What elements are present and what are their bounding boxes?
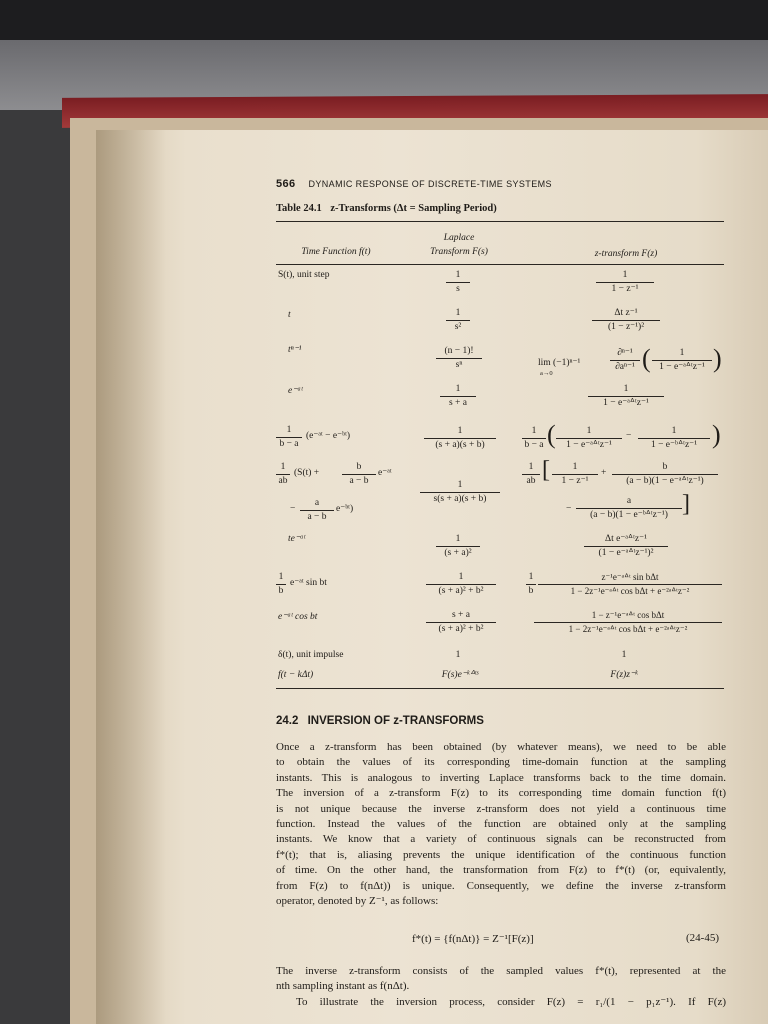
equation-number: (24-45) (686, 932, 719, 944)
laplace-den: s (456, 284, 460, 294)
header-laplace-line2: Transform F(s) (430, 247, 488, 257)
z-num: 1 (679, 348, 685, 358)
term3-den: (a − b)(1 − e⁻ᵇᐞᵗz⁻¹) (590, 510, 668, 520)
text-line: The inversion of a z-transform F(z) to its corresponding time domain function f(t) (276, 787, 726, 800)
paren-open: ( (642, 344, 651, 373)
chapter-title: DYNAMIC RESPONSE OF DISCRETE-TIME SYSTEMS (308, 179, 552, 189)
coef-num: 1 (280, 462, 286, 472)
row-step3-z-coef (522, 462, 540, 487)
bracket-open: [ (542, 457, 550, 483)
coef-den: b (528, 586, 534, 596)
text-line: The inverse z-transform consists of the sampled values f*(t), represented at the (276, 965, 726, 977)
text-line: from F(z) to f(nΔt)) is unique. Consequently, we define the inverse z-transform (276, 879, 726, 892)
row-diffexp-laplace (424, 426, 496, 451)
laplace-num: 1 (455, 534, 461, 544)
z-den: (1 − e⁻ᵃᐞᵗz⁻¹)² (598, 548, 654, 558)
laplace-num: 1 (455, 270, 461, 280)
z-den: 1 − z⁻¹ (611, 284, 639, 294)
coef-den: ab (526, 476, 536, 486)
text-line: is not unique because the inverse z-transform does not yield a continuous time (276, 802, 726, 815)
row-impulse-z: 1 (621, 650, 627, 660)
table-caption (276, 203, 497, 214)
table-top-rule (276, 221, 724, 222)
laplace-num: 1 (455, 308, 461, 318)
row-step3-time-b (342, 462, 376, 487)
row-exp-time: e⁻ᵃᵗ (288, 386, 303, 396)
page-gutter-shadow (96, 130, 166, 1024)
laplace-den: s + a (448, 398, 468, 408)
a-num: a (314, 498, 320, 508)
row-ramp-laplace (446, 308, 470, 333)
laplace-den: s(s + a)(s + b) (433, 494, 487, 504)
a-den: a − b (307, 512, 327, 522)
row-texp-z (584, 534, 668, 559)
coef-den: b − a (279, 439, 299, 449)
row-step3-z-term3 (576, 496, 682, 521)
b-num: b (356, 462, 362, 472)
laplace-num: 1 (457, 426, 463, 436)
laplace-num: 1 (458, 572, 464, 582)
header-ztransform: z-transform F(z) (594, 249, 658, 259)
row-power-z-derivative (610, 348, 640, 373)
text-line: To illustrate the inversion process, consider F(z) = r₁/(1 − p₁z⁻¹). If F(z) (296, 995, 726, 1008)
row-step3-time-a (300, 498, 334, 523)
text-line: Once a z-transform has been obtained (by whatever means), we need to be able (276, 741, 726, 753)
coef-num: 1 (531, 426, 537, 436)
after-paragraph (276, 964, 726, 1010)
row-unit-step-laplace (446, 270, 470, 295)
laplace-num: 1 (455, 384, 461, 394)
coef-num: 1 (528, 462, 534, 472)
term3-num: a (626, 496, 632, 506)
z-num: z⁻¹e⁻ᵃᐞᵗ sin bΔt (601, 572, 659, 582)
laplace-den: (s + a)(s + b) (435, 440, 485, 450)
term1-den: 1 − e⁻ᵃᐞᵗz⁻¹ (566, 440, 612, 450)
header-laplace-line1: Laplace (443, 233, 475, 243)
row-dampcos-laplace (426, 610, 496, 635)
term1-num: 1 (572, 462, 578, 472)
table-label: Table 24.1 (276, 203, 322, 214)
coef-num: 1 (278, 572, 284, 582)
row-texp-time: te⁻ᵃᵗ (288, 534, 306, 544)
paren-close: ) (713, 344, 722, 373)
laplace-den: (s + a)² (444, 548, 472, 558)
text-line: of time. On the other hand, the transformation from F(z) to f*(t) (or, equivalently, (276, 864, 726, 877)
text-line: function. Instead the values of the function are obtained only at the sampling (276, 818, 726, 831)
row-delay-z: F(z)z⁻ᵏ (610, 670, 638, 680)
z-num: Δt z⁻¹ (614, 308, 638, 318)
coef-num: 1 (528, 572, 534, 582)
body-paragraph (276, 740, 726, 909)
row-step3-time-aexp: e⁻ᵇᵗ) (336, 504, 354, 514)
z-num: Δt e⁻ᵃᐞᵗz⁻¹ (604, 534, 647, 544)
row-dampsin-z (538, 572, 722, 597)
row-step3-z-plus: + (601, 468, 607, 478)
row-diffexp-time-coef (276, 425, 302, 450)
text-line: to obtain the values of its corresponding time-domain function at the sampling (276, 756, 726, 769)
laplace-den: s² (454, 322, 462, 332)
row-diffexp-z-minus: − (626, 431, 632, 441)
z-den: 1 − e⁻ᵃᐞᵗz⁻¹ (603, 398, 649, 408)
row-ramp-time: t (288, 310, 291, 320)
z-den: 1 − e⁻ᵃᐞᵗz⁻¹ (659, 362, 705, 372)
section-title: INVERSION OF z-TRANSFORMS (307, 715, 484, 727)
row-step3-z-minus: − (566, 504, 572, 514)
row-ramp-z (592, 308, 660, 333)
row-power-time: tⁿ⁻¹ (288, 345, 302, 355)
row-exp-laplace (440, 384, 476, 409)
row-diffexp-z-term2 (638, 426, 710, 451)
row-unit-step-z (596, 270, 654, 295)
row-impulse-time: δ(t), unit impulse (278, 650, 344, 660)
page-number: 566 (276, 178, 296, 190)
section-heading (276, 715, 484, 727)
term2-den: 1 − e⁻ᵇᐞᵗz⁻¹ (650, 440, 698, 450)
laplace-den: sⁿ (455, 360, 463, 370)
coef-den: b (278, 586, 284, 596)
coef-den: ab (278, 476, 288, 486)
laplace-den: (s + a)² + b² (438, 624, 484, 634)
section-number: 24.2 (276, 715, 299, 727)
row-step3-time-minus: − (290, 504, 296, 514)
term1-den: 1 − z⁻¹ (561, 476, 589, 486)
table-title: z-Transforms (Δt = Sampling Period) (330, 203, 497, 214)
row-dampsin-z-coef (526, 572, 536, 597)
row-step3-time-open: (S(t) + (294, 468, 320, 478)
background-top (0, 0, 768, 40)
row-unit-step-time: S(t), unit step (278, 270, 330, 280)
row-step3-laplace (420, 480, 500, 505)
equation-24-45: f*(t) = {f(nΔt)} = Z⁻¹[F(z)] (412, 933, 534, 945)
row-delay-time: f(t − kΔt) (278, 670, 314, 680)
row-impulse-laplace: 1 (455, 650, 461, 660)
row-dampsin-laplace (426, 572, 496, 597)
running-head (276, 178, 552, 190)
row-diffexp-z-term1 (556, 426, 622, 451)
z-num: 1 (622, 270, 628, 280)
row-dampcos-time: e⁻ᵃᵗ cos bt (278, 612, 318, 622)
row-diffexp-z-coef (522, 426, 546, 451)
coef-num: 1 (286, 425, 292, 435)
table-bottom-rule (276, 688, 724, 689)
row-step3-z-term1 (552, 462, 598, 487)
text-line: instants. We know that a variety of continuous signals can be reconstructed from (276, 833, 726, 846)
table-header-rule (276, 264, 724, 265)
derivative-num: ∂ⁿ⁻¹ (617, 348, 633, 358)
laplace-num: s + a (451, 610, 471, 620)
row-dampsin-time-coef (276, 572, 286, 597)
z-den: 1 − 2z⁻¹e⁻ᵃᐞᵗ cos bΔt + e⁻²ᵃᐞᵗz⁻² (570, 586, 690, 596)
bracket-close: ] (682, 491, 690, 517)
paren-close: ) (712, 420, 721, 449)
z-num: 1 − z⁻¹e⁻ᵃᐞᵗ cos bΔt (591, 610, 665, 620)
term2-num: b (662, 462, 668, 472)
term2-num: 1 (671, 426, 677, 436)
row-delay-laplace: F(s)e⁻ᵏᐞᵗˢ (441, 670, 479, 680)
row-power-z-lim: lim (−1)ⁿ⁻¹ (538, 358, 581, 368)
text-line: f*(t); that is, aliasing prevents the unique identification of the continuous function (276, 848, 726, 861)
row-step3-time-coef (276, 462, 290, 487)
coef-den: b − a (524, 440, 544, 450)
row-power-z-lim-sub: a→0 (540, 370, 553, 377)
row-diffexp-time: (e⁻ᵃᵗ − e⁻ᵇᵗ) (306, 431, 351, 441)
text-line: nth sampling instant as f(nΔt). (276, 980, 410, 993)
row-power-z (652, 348, 712, 373)
laplace-den: (s + a)² + b² (438, 586, 484, 596)
z-den: 1 − 2z⁻¹e⁻ᵃᐞᵗ cos bΔt + e⁻²ᵃᐞᵗz⁻² (568, 624, 688, 634)
laplace-num: (n − 1)! (444, 346, 474, 356)
header-time-function: Time Function f(t) (301, 247, 371, 257)
text-line-last: operator, denoted by Z⁻¹, as follows: (276, 895, 439, 908)
row-power-laplace (436, 346, 482, 371)
laplace-num: 1 (457, 480, 463, 490)
row-texp-laplace (436, 534, 480, 559)
row-step3-z-term2 (612, 462, 718, 487)
row-exp-z (588, 384, 664, 409)
derivative-den: ∂aⁿ⁻¹ (615, 362, 635, 372)
b-den: a − b (349, 476, 369, 486)
z-den: (1 − z⁻¹)² (607, 322, 645, 332)
paren-open: ( (547, 420, 556, 449)
row-dampsin-time: e⁻ᵃᵗ sin bt (290, 578, 327, 588)
term2-den: (a − b)(1 − e⁻ᵃᐞᵗz⁻¹) (626, 476, 704, 486)
z-num: 1 (623, 384, 629, 394)
row-step3-time-bexp: e⁻ᵃᵗ (378, 468, 392, 478)
term1-num: 1 (586, 426, 592, 436)
text-line: instants. This is analogous to inverting Laplace transforms back to the time domain. (276, 771, 726, 784)
row-dampcos-z (534, 610, 722, 635)
